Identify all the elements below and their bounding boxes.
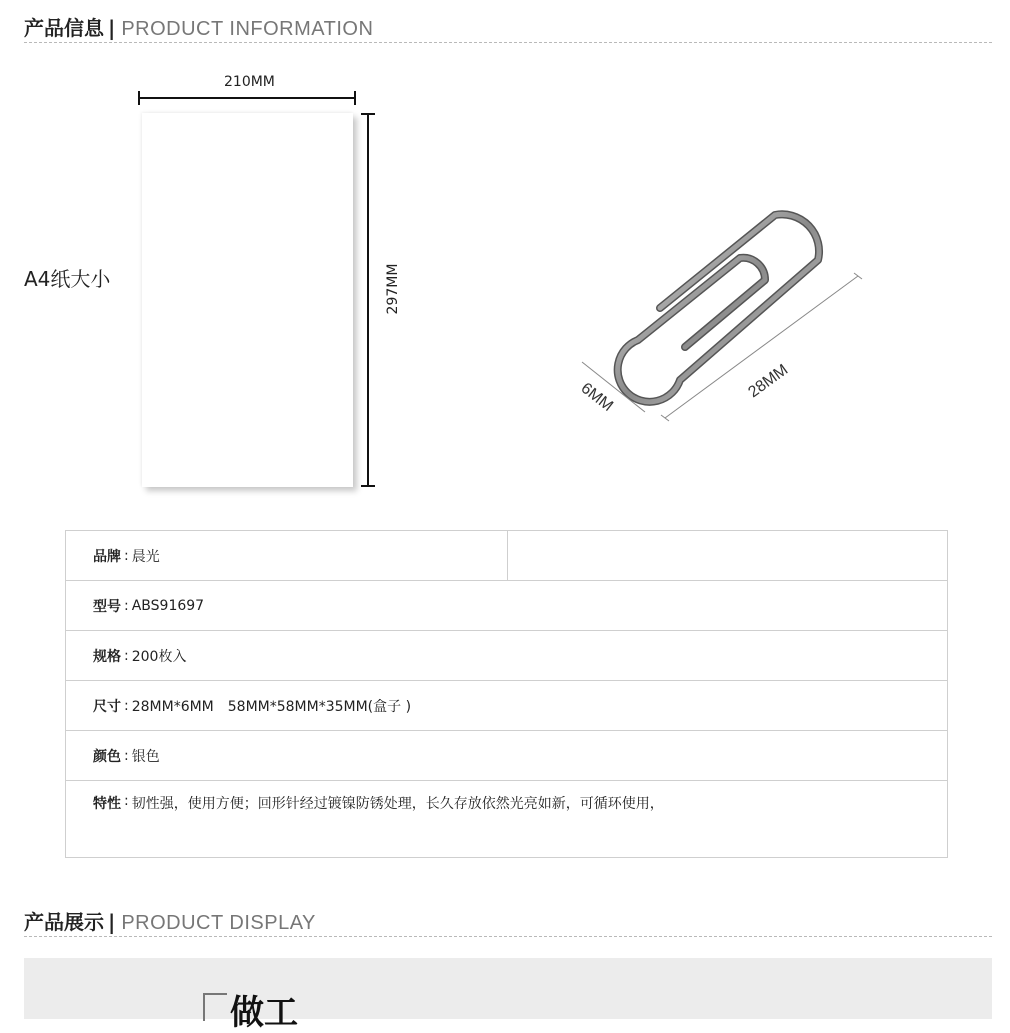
spec-value: 28MM*6MM 58MM*58MM*35MM(盒子 ) [131, 698, 412, 715]
product-info-header-en: PRODUCT INFORMATION [121, 18, 374, 40]
a4-height-label: 297MM [385, 263, 401, 315]
paperclip-width-label: 6MM [577, 379, 617, 416]
spec-value: ABS91697 [131, 597, 205, 614]
display-section-title: 做工 [230, 993, 298, 1033]
product-display-header-cn: 产品展示 [24, 910, 104, 934]
spec-row-spec: 规格 : 200枚入 [66, 631, 947, 681]
paperclip-length-label: 28MM [745, 361, 792, 402]
spec-label: 尺寸 [93, 698, 121, 715]
a4-width-label: 210MM [224, 74, 275, 90]
spec-label: 规格 [93, 648, 121, 665]
header-separator: | [108, 16, 116, 40]
spec-label: 特性 [93, 796, 121, 812]
spec-table [65, 530, 948, 858]
spec-row-size: 尺寸 : 28MM*6MM 58MM*58MM*35MM(盒子 ) [66, 681, 947, 731]
spec-cell-brand: 品牌 : 晨光 [66, 531, 508, 580]
product-info-header-cn: 产品信息 [24, 16, 104, 40]
product-display-banner [24, 958, 992, 1019]
spec-value: 银色 [131, 748, 160, 765]
product-display-header [24, 906, 992, 937]
product-info-header [24, 12, 992, 43]
spec-cell-empty [508, 531, 947, 580]
paperclip-image [560, 190, 880, 430]
corner-bracket-decoration [203, 993, 227, 1021]
product-display-header-en: PRODUCT DISPLAY [121, 912, 316, 934]
spec-label: 品牌 [93, 548, 121, 565]
spec-value: 韧性强，使用方便；回形针经过镀镍防锈处理，长久存放依然光亮如新，可循环使用， [131, 796, 664, 812]
spec-row-color: 颜色 : 银色 [66, 731, 947, 781]
spec-value: 200枚入 [131, 648, 187, 665]
header-separator: | [108, 910, 116, 934]
spec-row-model: 型号 : ABS91697 [66, 581, 947, 631]
spec-label: 型号 [93, 598, 121, 615]
a4-size-label: A4纸大小 [24, 267, 111, 291]
spec-value: 晨光 [131, 548, 160, 565]
a4-height-dimension-line [367, 113, 369, 487]
spec-label: 颜色 [93, 748, 121, 765]
a4-paper-sheet [142, 113, 353, 487]
a4-width-dimension-line [138, 97, 356, 99]
spec-row-feature: 特性 : 韧性强，使用方便；回形针经过镀镍防锈处理，长久存放依然光亮如新，可循环使用， [93, 793, 664, 812]
spec-row-brand [66, 531, 947, 581]
